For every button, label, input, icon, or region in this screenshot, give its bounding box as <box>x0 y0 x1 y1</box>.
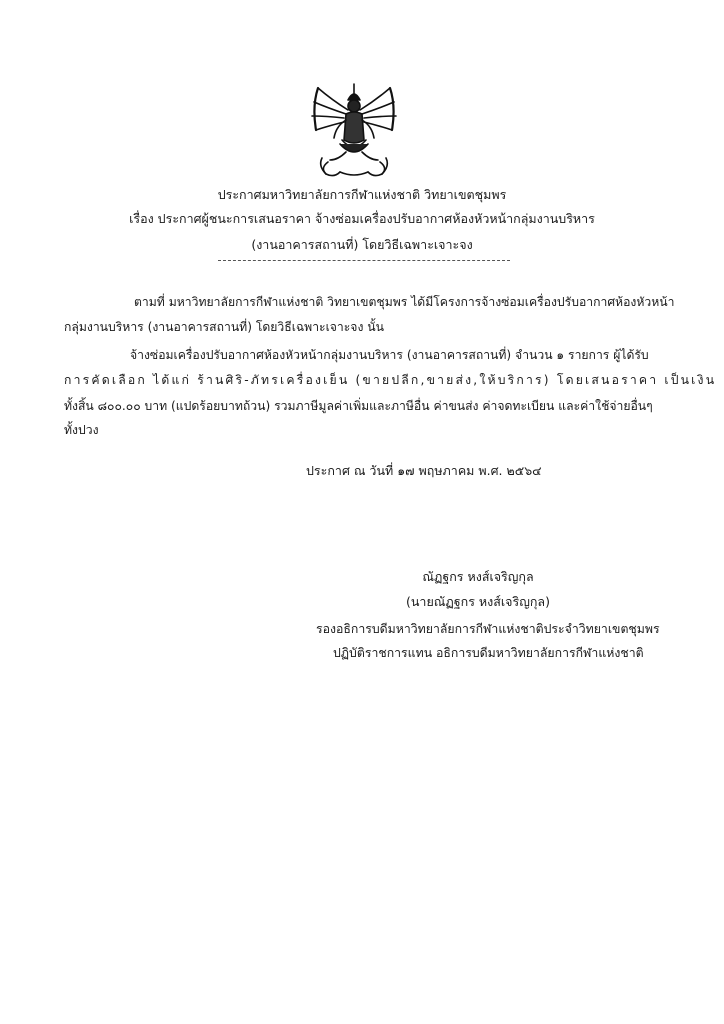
garuda-emblem-icon <box>308 80 400 180</box>
paragraph-2-line-2: การคัดเลือก ได้แก่ ร้านศิริ-ภัทรเครื่องเย็น (ขายปลีก,ขายส่ง,ให้บริการ) โดยเสนอราคา เป็นเงิน <box>64 373 717 387</box>
paragraph-1-line-1: ตามที่ มหาวิทยาลัยการกีฬาแห่งชาติ วิทยาเขตชุมพร ได้มีโครงการจ้างซ่อมเครื่องปรับอากาศห้องหัวหน้า <box>134 295 675 309</box>
announcement-title: ประกาศมหาวิทยาลัยการกีฬาแห่งชาติ วิทยาเขตชุมพร <box>217 187 507 202</box>
separator-line <box>218 260 510 261</box>
signatory-position: รองอธิการบดีมหาวิทยาลัยการกีฬาแห่งชาติประจำวิทยาเขตชุมพร <box>316 622 660 636</box>
announcement-date: ประกาศ ณ วันที่ ๑๗ พฤษภาคม พ.ศ. ๒๕๖๔ <box>306 463 542 478</box>
signatory-acting-position: ปฏิบัติราชการแทน อธิการบดีมหาวิทยาลัยการกีฬาแห่งชาติ <box>333 646 644 660</box>
signatory-full-name: (นายณัฏฐกร หงส์เจริญกุล) <box>406 594 550 609</box>
signature-name: ณัฏฐกร หงส์เจริญกุล <box>422 569 534 584</box>
paragraph-1-line-2: กลุ่มงานบริหาร (งานอาคารสถานที่) โดยวิธีเฉพาะเจาะจง นั้น <box>64 320 384 334</box>
paragraph-2-line-4: ทั้งปวง <box>64 423 99 437</box>
announcement-subject: เรื่อง ประกาศผู้ชนะการเสนอราคา จ้างซ่อมเครื่องปรับอากาศห้องหัวหน้ากลุ่มงานบริหาร <box>129 211 595 226</box>
paragraph-2-line-3: ทั้งสิ้น ๘๐๐.๐๐ บาท (แปดร้อยบาทถ้วน) รวมภาษีมูลค่าเพิ่มและภาษีอื่น ค่าขนส่ง ค่าจดทะเบียน และค่าใช้จ่ายอื่นๆ <box>64 399 653 413</box>
announcement-subject-continued: (งานอาคารสถานที่) โดยวิธีเฉพาะเจาะจง <box>251 237 473 252</box>
paragraph-2-line-1: จ้างซ่อมเครื่องปรับอากาศห้องหัวหน้ากลุ่มงานบริหาร (งานอาคารสถานที่) จำนวน ๑ รายการ ผู้ได้รับ <box>130 348 649 362</box>
